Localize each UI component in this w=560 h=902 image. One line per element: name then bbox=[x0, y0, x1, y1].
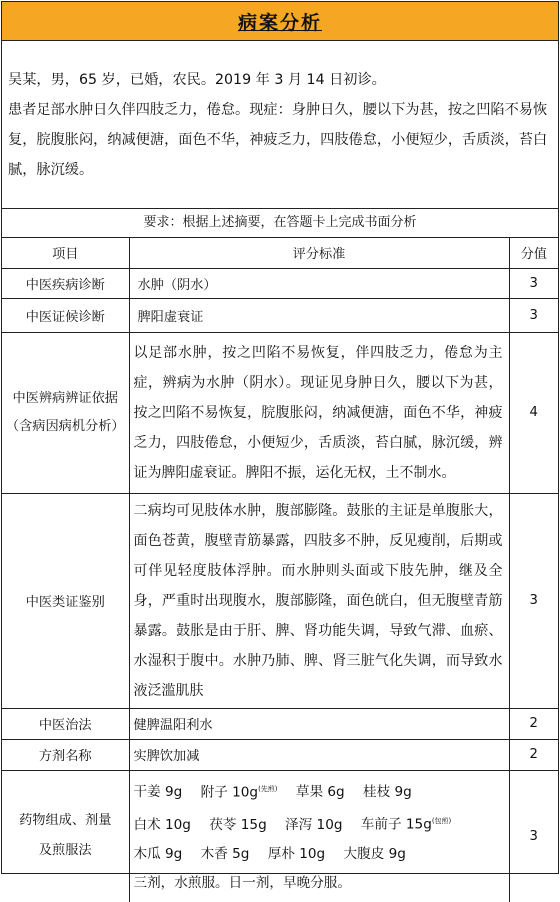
row-score: 2 bbox=[509, 708, 558, 739]
herb-note: (先煎) bbox=[258, 784, 278, 793]
row-score: 3 bbox=[509, 268, 558, 298]
herb-item bbox=[268, 840, 325, 869]
herb-text: 木香 5g bbox=[200, 845, 250, 862]
herb-item bbox=[134, 778, 183, 807]
row-score: 3 bbox=[529, 828, 538, 844]
title-bar bbox=[2, 2, 558, 41]
herb-text: 草果 6g bbox=[295, 784, 345, 801]
row-item-line-2: 及煎服法 bbox=[38, 843, 92, 859]
header-score: 分值 bbox=[509, 238, 558, 268]
herb-text: 茯苓 15g bbox=[209, 816, 267, 833]
row-standard: 水肿（阴水） bbox=[129, 268, 509, 298]
herb-item bbox=[201, 775, 278, 808]
herb-text: 车前子 15g bbox=[360, 816, 432, 833]
herb-line bbox=[134, 807, 505, 840]
scoring-table bbox=[2, 238, 558, 902]
herb-item bbox=[296, 778, 345, 807]
table-row bbox=[2, 298, 558, 332]
table-row bbox=[2, 268, 558, 298]
row-score: 3 bbox=[509, 493, 558, 708]
row-item: 方剂名称 bbox=[2, 739, 129, 770]
row-standard bbox=[129, 332, 509, 493]
page-title: 病案分析 bbox=[237, 11, 322, 34]
row-item-line-1: 药物组成、剂量 bbox=[19, 813, 112, 829]
row-score: 2 bbox=[509, 739, 558, 770]
herb-line bbox=[134, 840, 505, 869]
row-item: 中医疾病诊断 bbox=[2, 268, 129, 298]
row-standard-text: 二病均可见肢体水肿，腹部膨隆。鼓胀的主证是单腹胀大，面色苍黄，腹壁青筋暴露，四肢多不肿，反见瘦削，后期或可伴见轻度肢体浮肿。而水肿则头面或下肢先肿，继及全身，严重时出现腹水，腹部膨隆，面色㿠白，但无腹壁青筋暴露。鼓胀是由于肝、脾、肾功能失调，导致气滞、血瘀、水湿积于腹中。水肿乃肺、脾、肾三脏气化失调，而导致水液泛滥肌肤 bbox=[133, 502, 503, 699]
herb-text: 木瓜 9g bbox=[133, 845, 183, 862]
table-row bbox=[2, 770, 558, 902]
row-standard: 实脾饮加减 bbox=[129, 739, 509, 770]
herb-text: 厚朴 10g bbox=[267, 845, 326, 862]
herb-item bbox=[201, 840, 250, 869]
herb-text: 泽泻 10g bbox=[285, 816, 343, 833]
row-standard bbox=[129, 770, 509, 902]
table-row bbox=[2, 493, 558, 708]
requirement-text: 要求：根据上述摘要，在答题卡上完成书面分析 bbox=[2, 209, 558, 238]
case-summary bbox=[2, 41, 558, 209]
herb-text: 附子 10g bbox=[200, 784, 259, 801]
herb-item bbox=[285, 811, 342, 840]
usage-line: 三剂，水煎服。日一剂，早晚分服。 bbox=[133, 874, 351, 891]
row-item-line-2: （含病因病机分析） bbox=[5, 418, 125, 434]
herb-item bbox=[363, 778, 412, 807]
case-analysis-sheet bbox=[1, 1, 559, 891]
row-item bbox=[2, 770, 129, 902]
case-line-1: 吴某，男，65 岁，已婚，农民。2019 年 3 月 14 日初诊。 bbox=[8, 72, 386, 88]
herb-item bbox=[361, 807, 452, 840]
herb-item bbox=[134, 840, 183, 869]
table-row bbox=[2, 332, 558, 493]
header-item: 项目 bbox=[2, 238, 129, 268]
herb-list bbox=[130, 771, 509, 902]
herb-item bbox=[344, 840, 406, 869]
herb-text: 桂枝 9g bbox=[362, 784, 412, 801]
row-standard: 健脾温阳利水 bbox=[129, 708, 509, 739]
case-line-2: 患者足部水肿日久伴四肢乏力，倦怠。现症：身肿日久，腰以下为甚，按之凹陷不易恢复，脘腹胀闷，纳减便溏，面色不华，神疲乏力，四肢倦怠，小便短少，舌质淡，苔白腻，脉沉缓。 bbox=[8, 102, 548, 178]
row-standard bbox=[129, 493, 509, 708]
herb-text: 大腹皮 9g bbox=[343, 845, 406, 862]
herb-text: 干姜 9g bbox=[133, 784, 183, 801]
row-score: 4 bbox=[509, 332, 558, 493]
herb-text: 白术 10g bbox=[133, 816, 191, 833]
herb-item bbox=[209, 811, 266, 840]
table-row bbox=[2, 739, 558, 770]
row-score: 3 bbox=[509, 298, 558, 332]
row-standard-text: 以足部水肿，按之凹陷不易恢复，伴四肢乏力，倦怠为主症，辨病为水肿（阴水）。现证见身肿日久，腰以下为甚，按之凹陷不易恢复，脘腹胀闷，纳减便溏，面色不华，神疲乏力，四肢倦怠，小便短少，舌质淡，苔白腻，脉沉缓，辨证为脾阳虚衰证。脾阳不振，运化无权，土不制水。 bbox=[133, 344, 503, 481]
row-item: 中医治法 bbox=[2, 708, 129, 739]
herb-note: (包煎) bbox=[431, 817, 452, 826]
row-item: 中医类证鉴别 bbox=[2, 493, 129, 708]
header-standard: 评分标准 bbox=[129, 238, 509, 268]
row-item-line-1: 中医辨病辨证依据 bbox=[12, 390, 118, 406]
table-row bbox=[2, 708, 558, 739]
table-header-row bbox=[2, 238, 558, 268]
herb-line bbox=[134, 775, 505, 808]
row-standard: 脾阳虚衰证 bbox=[129, 298, 509, 332]
herb-item bbox=[134, 811, 191, 840]
row-item: 中医证候诊断 bbox=[2, 298, 129, 332]
row-item bbox=[2, 332, 129, 493]
